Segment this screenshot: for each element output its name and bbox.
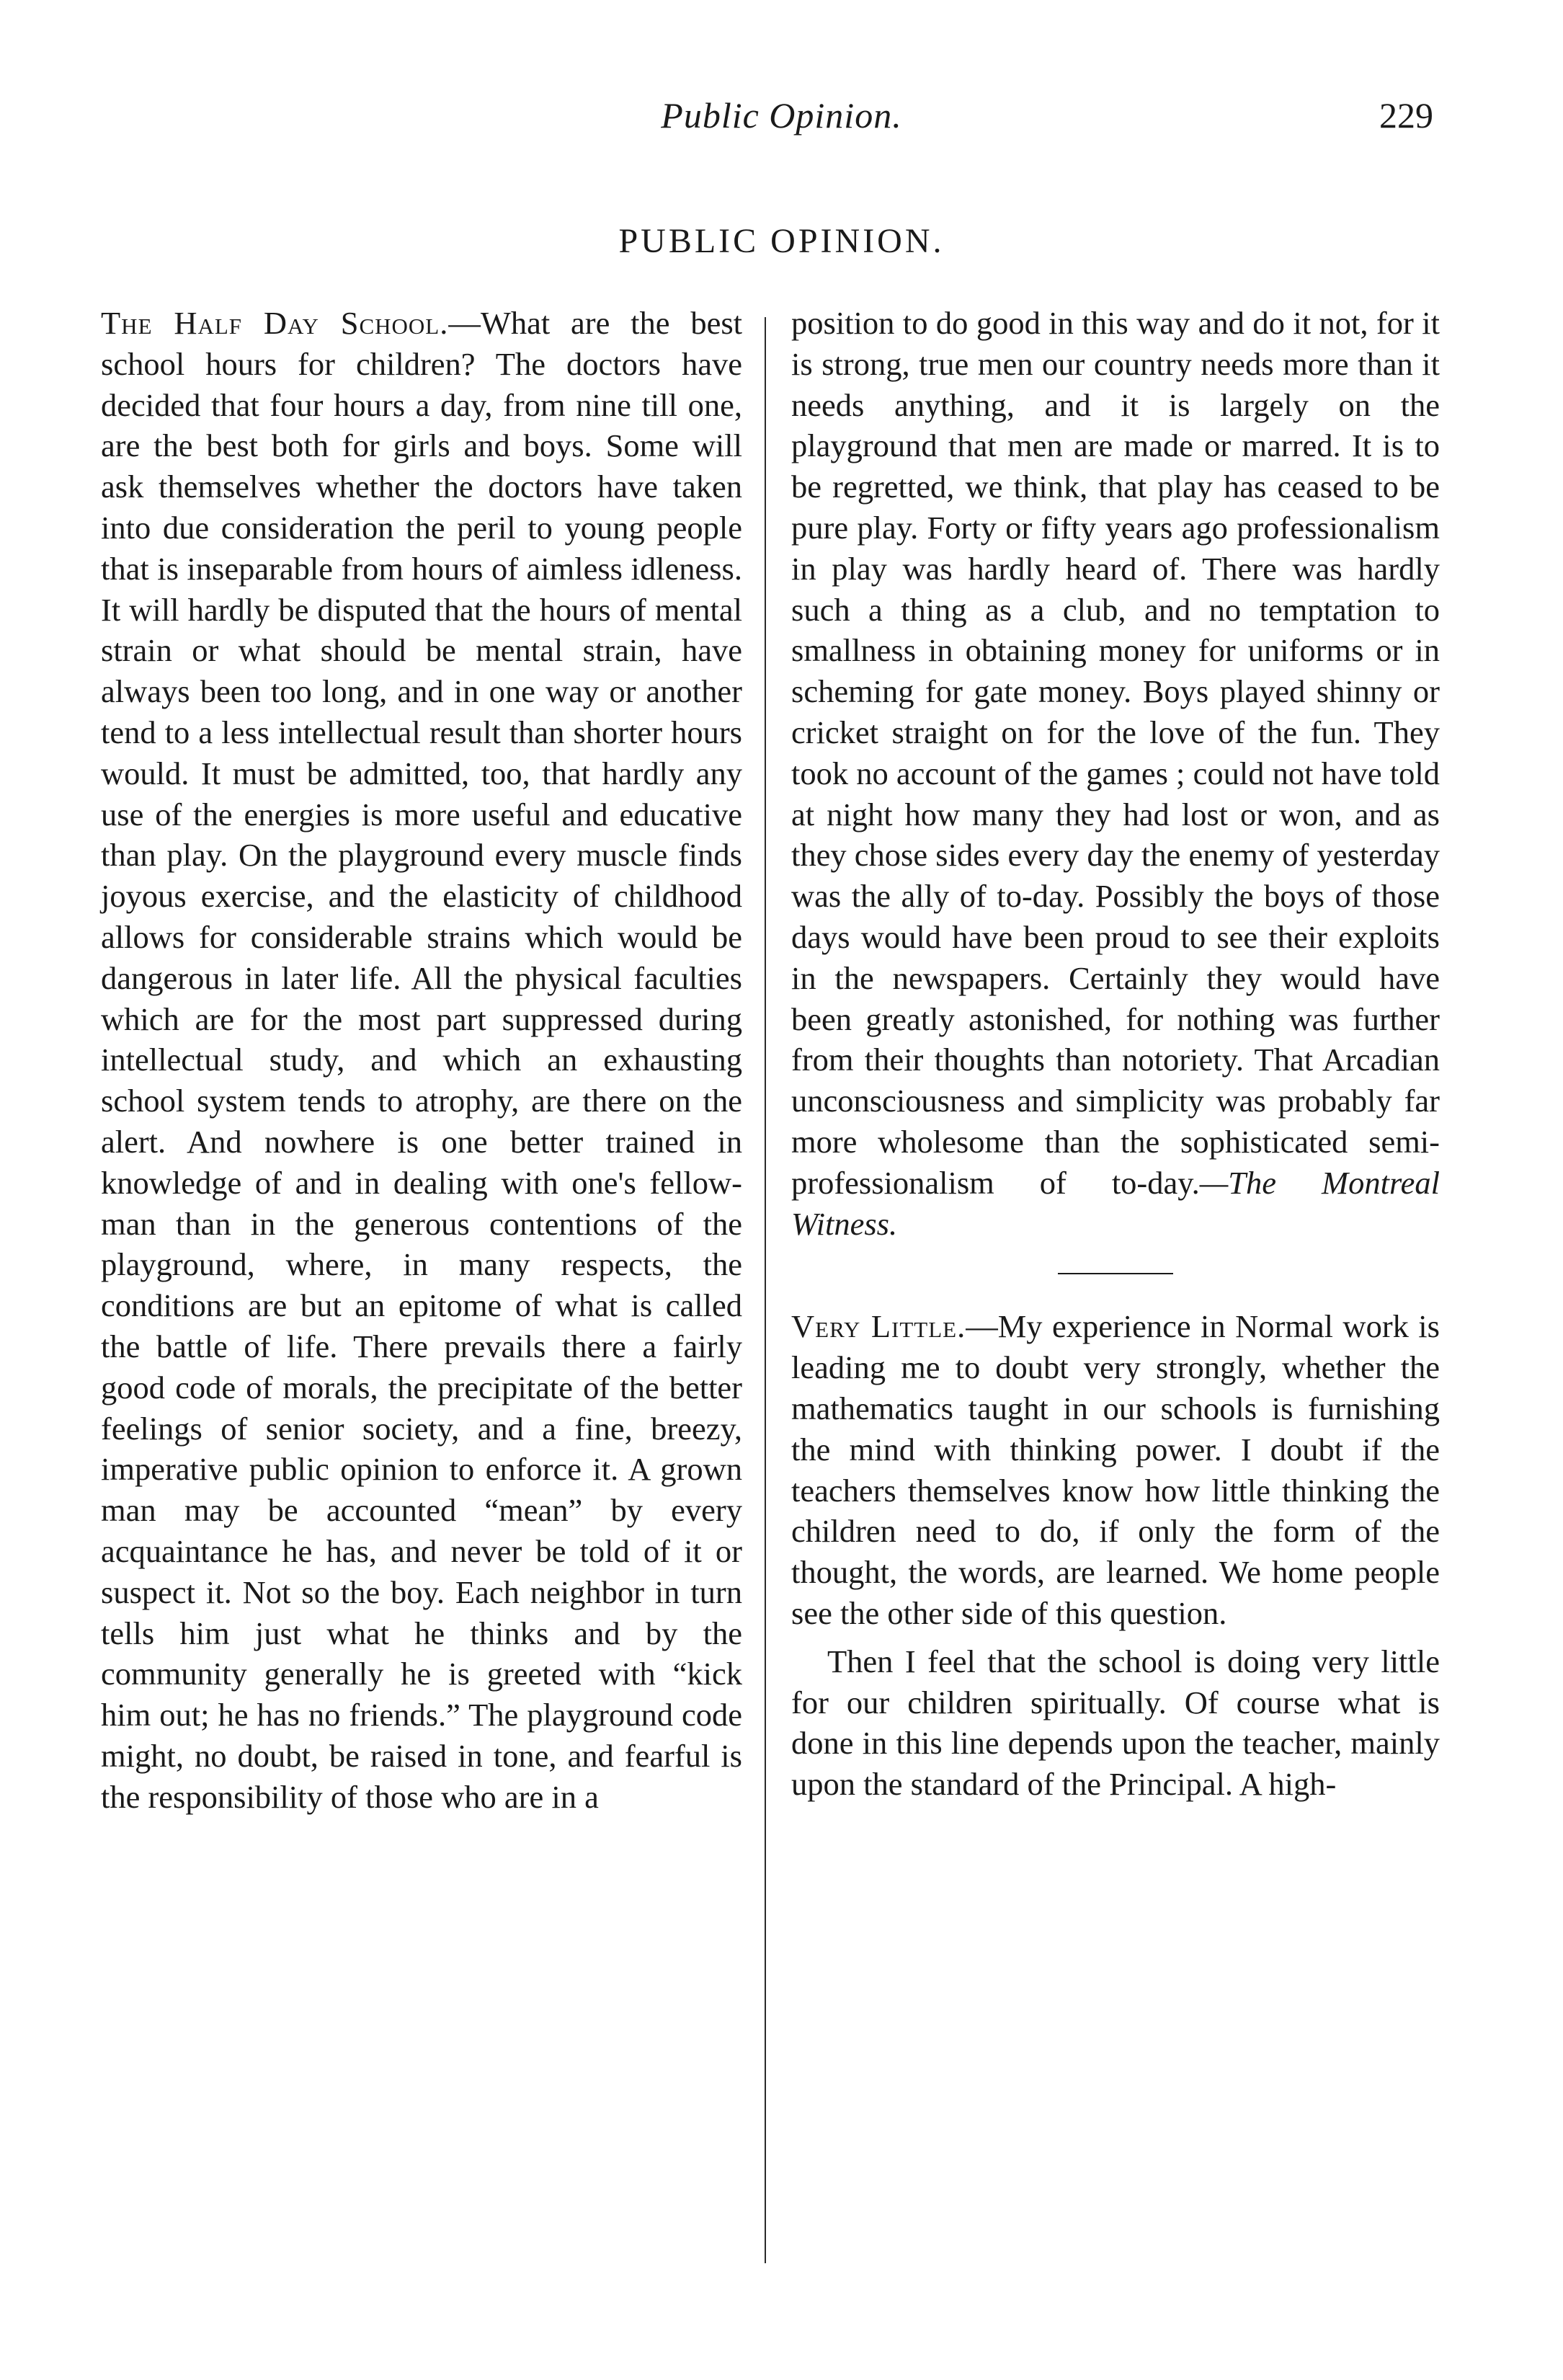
section-heading: PUBLIC OPINION. bbox=[618, 222, 945, 260]
article-very-little bbox=[791, 1306, 1440, 1633]
article-paragraph: Then I feel that the school is doing very little for our children spiritually. Of course what is done in this line depends upon the teacher, mainly upon the standard of the Principal. A high- bbox=[791, 1643, 1440, 1803]
article-body-continued: position to do good in this way and do it not, for it is strong, true men our country needs more than it needs anything, and it is largely on the playground that men are made or marred. It is to be regretted, we think, that play has ceased to be pure play. Forty or fifty years ago professionalism in play was hardly heard of. There was hardly such a thing as a club, and no temptation to smallness in obtaining money for uniforms or in scheming for gate money. Boys played shinny or cricket straight on for the love of the fun. They took no account of the games ; could not have told at night how many they had lost or won, and as they chose sides every day the enemy of yesterday was the ally of to-day. Possibly the boys of those days would have been proud to see their exploits in the newspapers. Certainly they would have been greatly astonished, for nothing was further from their thoughts than notoriety. That Arcadian unconsciousness and simplicity was probably far more wholesome than the sophisticated semi-professionalism of to-day. bbox=[791, 305, 1440, 1201]
column-rule bbox=[765, 317, 766, 2263]
right-column bbox=[791, 303, 1440, 1805]
article-source: —The Montreal Witness. bbox=[791, 1164, 1440, 1242]
running-head bbox=[0, 86, 1563, 144]
article-body: —What are the best school hours for children? The doctors have decided that four hours a day, from nine till one, are the best both for girls and boys. Some will ask themselves whether the doctors have taken into due consideration the peril to young people that is inseparable from hours of aimless idleness. It will hardly be disputed that the hours of mental strain or what should be mental strain, have always been too long, and in one way or another tend to a less intellectual result than shorter hours would. It must be admitted, too, that hardly any use of the energies is more useful and educative than play. On the playground every muscle finds joyous exercise, and the elasticity of childhood allows for considerable strains which would be dangerous in later life. All the physical faculties which are for the most part suppressed during intellectual study, and which an exhausting school system tends to atrophy, are there on the alert. And nowhere is one better trained in knowledge of and in dealing with one's fellow-man than in the generous contentions of the playground, where, in many respects, the conditions are but an epitome of what is called the battle of life. There prevails there a fairly good code of morals, the precipitate of the better feelings of senior society, and a fine, breezy, imperative public opinion to enforce it. A grown man may be accounted “mean” by every acquaintance he has, and never be told of it or suspect it. Not so the boy. Each neighbor in turn tells him just what he thinks and by the community generally he is greeted with “kick him out; he has no friends.” The playground code might, no doubt, be raised in tone, and fearful is the responsibility of those who are in a bbox=[101, 305, 743, 1815]
running-title: Public Opinion. bbox=[661, 95, 902, 136]
article-body: —My experience in Normal work is leading me to doubt very strongly, whether the mathematics taught in our schools is furnishing the mind with thinking power. I doubt if the teachers themselves know how little thinking the children need to do, if only the form of the thought, the words, are learned. We home people see the other side of this question. bbox=[791, 1308, 1440, 1631]
article-heading: The Half Day School. bbox=[101, 305, 449, 341]
article-divider bbox=[1058, 1273, 1173, 1274]
article-continued bbox=[791, 303, 1440, 1244]
left-column bbox=[101, 303, 742, 1817]
article-heading: Very Little. bbox=[791, 1308, 966, 1345]
article-half-day-school bbox=[101, 303, 742, 1817]
page-number: 229 bbox=[1379, 95, 1433, 136]
